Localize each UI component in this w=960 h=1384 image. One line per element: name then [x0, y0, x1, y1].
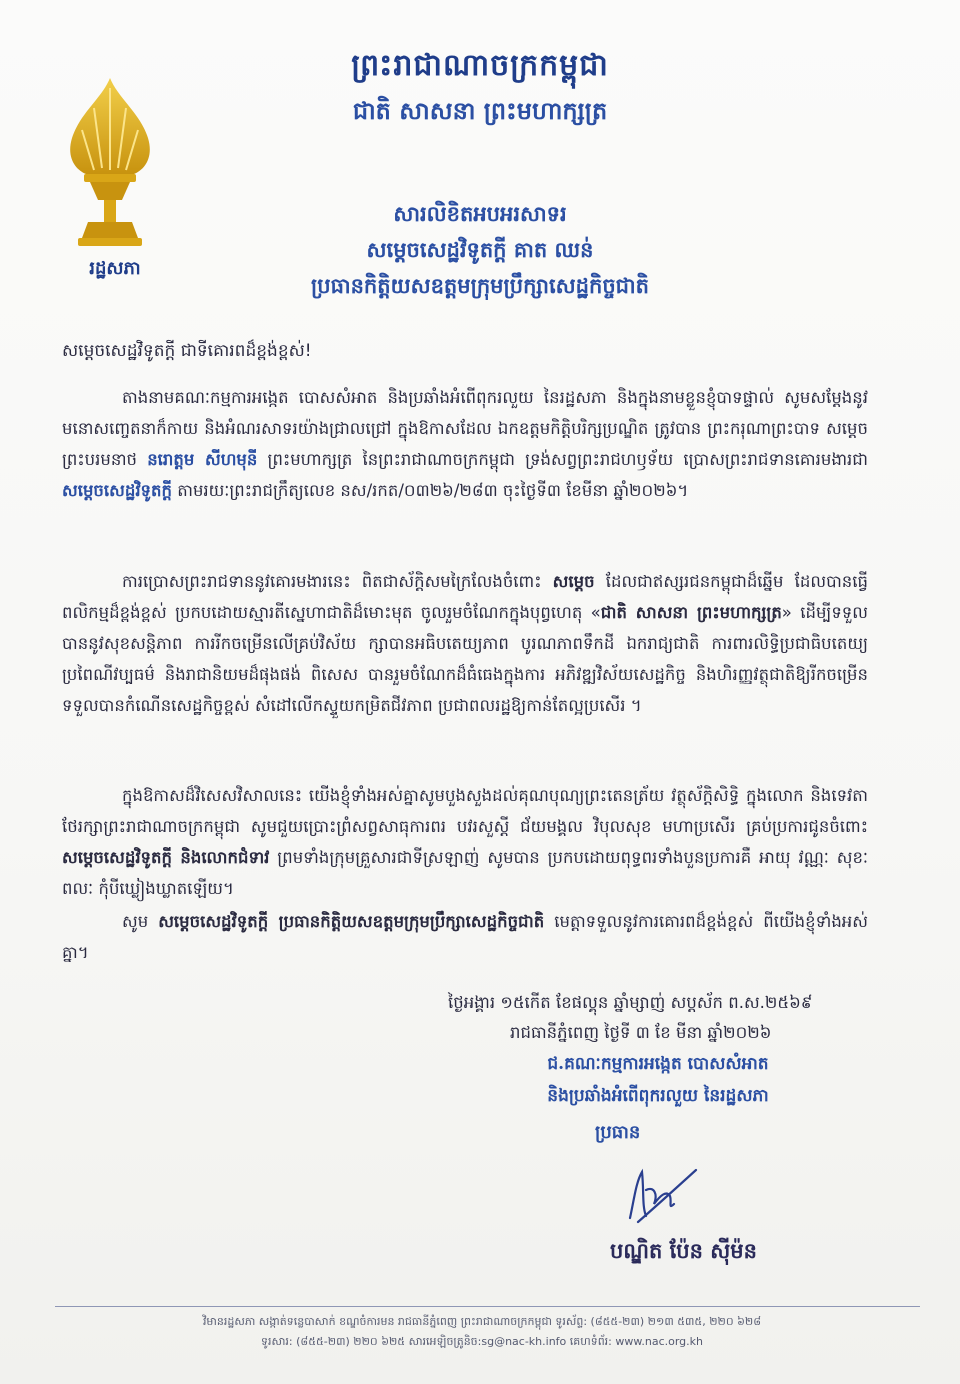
- paragraph-2: [62, 566, 868, 721]
- solar-date: រាជធានីភ្នំពេញ ថ្ងៃទី ៣ ខែ មីនា ឆ្នាំ២០២៦: [510, 1023, 772, 1042]
- footer: [62, 1312, 902, 1352]
- kingdom-heading: ព្រះរាជាណាចក្រកម្ពុជា: [351, 48, 609, 83]
- salutation: សម្ដេចសេដ្ឋវិទូតក្ដី ជាទីគោរពដ៏ខ្ពង់ខ្ពស់!: [62, 341, 312, 361]
- committee-line-2: និងប្រឆាំងអំពើពុករលួយ នៃរដ្ឋសភា: [547, 1086, 769, 1106]
- footer-contact: ទូរសារ: (៨៥៥-២៣) ២២០ ៦២៥ សារអេឡិចត្រូនិច:sg@nac-kh.info គេហទំព័រ: www.nac.org.kh: [260, 1335, 703, 1348]
- signatory-role: ប្រធាន: [595, 1122, 641, 1143]
- title-line-3: ប្រធានកិត្តិយសឧត្ដមក្រុមប្រឹក្សាសេដ្ឋកិច្ចជាតិ: [311, 273, 649, 298]
- emblem-label: រដ្ឋសភា: [89, 258, 141, 279]
- p3-text-a: ក្នុងឱកាសដ៏វិសេសវិសាលនេះ យើងខ្ញុំទាំងអស់គ្នាសូមបួងសួងដល់គុណបុណ្យព្រះតេនត្រ័យ វត្ថុស័ក្តិសិទ្ធិ ក្នុងលោក និងទេវតាថែរក្សាព្រះរាជាណាចក្រកម្ពុជា សូមជួយប្រោះព្រំសព្វសាធុការពរ បវរសួស្ដី ជ័យមង្គល វិបុលសុខ មហាប្រសើរ គ្រប់ប្រការជូនចំពោះ: [62, 786, 868, 836]
- footer-address: វិមានរដ្ឋសភា សង្កាត់ទន្លេបាសាក់ ខណ្ឌចំការមន រាជធានីភ្នំពេញ ព្រះរាជាណាចក្រកម្ពុជា ទូរស័ព្ទ: (៨៥៥-២៣) ២១៣ ៥៣៥, ២២០ ៦២៨: [202, 1315, 762, 1328]
- title-line-2: សម្ដេចសេដ្ឋវិទូតក្ដី គាត ឈន់: [366, 237, 594, 262]
- paragraph-1: [62, 382, 868, 506]
- committee-name: [448, 1048, 868, 1112]
- p1-text-a: តាងនាមគណៈកម្មការអង្កេត បោសសំអាត និងប្រឆាំងអំពើពុករលួយ នៃរដ្ឋសភា និងក្នុងនាមខ្លួនខ្ញុំបាទផ្ទាល់ សូមសម្ដែងនូវមនោសញ្ចេតនាក៏កាយ និងអំណរសាទរយ៉ាងជ្រាលជ្រៅ ក្នុងឱកាសដែល ឯកឧត្ដមកិត្តិបរិក្សប្រណ្ឌិត ត្រូវបាន ព្រះករុណាព្រះបាទ សម្ដេចព្រះបរមនាថ: [62, 388, 868, 469]
- footer-divider: [55, 1306, 920, 1307]
- title-line-1: សារលិខិតអបអរសាទរ: [393, 201, 567, 226]
- p1-text-c: ព្រះមហាក្សត្រ នៃព្រះរាជាណាចក្រកម្ពុជា ទ្រង់សព្វព្រះរាជហឫទ័យ ប្រោសព្រះរាជទានគោរមងារជា: [257, 450, 868, 469]
- p3-text-c: ព្រមទាំងក្រុមគ្រួសារជាទីស្រឡាញ់ សូមបាន ប្រកបដោយពុទ្ធពរទាំងបួនប្រការគឺ អាយុ វណ្ណៈ សុខៈ ពលៈ កុំបីឃ្លៀងឃ្លាតឡើយ។: [62, 848, 868, 898]
- p2-text-c: ដែលជាឥស្សរជនកម្ពុជាដ៏ឆ្នើម ដែលបានធ្វើពលិកម្មដ៏ខ្ពង់ខ្ពស់ ប្រកបដោយស្មារតីស្នេហាជាតិដ៏មោះមុត ចូលរួមចំណែកក្នុងបុព្វហេតុ «: [62, 572, 868, 622]
- p2-samdech: សម្ដេច: [552, 572, 595, 591]
- signatory-name: បណ្ឌិត ប៉ែន ស៊ីម៉ន: [610, 1238, 757, 1263]
- p3-recipients: សម្ដេចសេដ្ឋវិទូតក្ដី និងលោកជំទាវ: [62, 848, 270, 867]
- lunar-date: ថ្ងៃអង្គារ ១៥កើត ខែផល្គុន ឆ្នាំម្សាញ់ សប្តស័ក ព.ស.២៥៦៩: [448, 993, 813, 1012]
- p4-text-a: សូម: [122, 912, 159, 931]
- date-block: [448, 988, 868, 1048]
- p1-text-e: តាមរយៈព្រះរាជក្រឹត្យលេខ នស/រកត/០៣២៦/២៨៣ ចុះថ្ងៃទី៣ ខែមីនា ឆ្នាំ២០២៦។: [171, 481, 689, 500]
- p4-recipient: សម្ដេចសេដ្ឋវិទូតក្ដី ប្រធានកិត្តិយសឧត្ដមក្រុមប្រឹក្សាសេដ្ឋកិច្ចជាតិ: [158, 912, 545, 931]
- national-motto: ជាតិ សាសនា ព្រះមហាក្សត្រ: [352, 96, 608, 125]
- committee-line-1: ជ.គណៈកម្មការអង្កេត បោសសំអាត: [547, 1054, 769, 1074]
- signature-icon: [620, 1160, 700, 1230]
- paragraph-3: [62, 780, 868, 904]
- p1-king-name: នរោត្ដម សីហមុនី: [147, 450, 258, 469]
- p1-title-name: សម្ដេចសេដ្ឋវិទូតក្ដី: [62, 481, 172, 500]
- p2-text-e: » ដើម្បីទទួលបាននូវសុខសន្តិភាព ការរីកចម្រើនលើគ្រប់វិស័យ ក្សាបានអធិបតេយ្យភាព បូរណភាពទឹកដី ឯករាជ្យជាតិ ការពារលិទ្ធិប្រជាធិបតេយ្យ ប្រពៃណីវប្បធម៌ និងរាជានិយមដ៏ផុងផង់ ពិសេស បានរួមចំណែកដ៏ធំធេងក្នុងការ អភិវឌ្ឍវិស័យសេដ្ឋកិច្ច និងហិរញ្ញវត្ថុជាតិឱ្យរីកចម្រើនទទួលបានកំណើនសេដ្ឋកិច្ចខ្ពស់ សំដៅលើកស្ទួយកម្រិតជីវភាព ប្រជាពលរដ្ឋឱ្យកាន់តែល្អប្រសើរ ។: [62, 603, 868, 715]
- p2-text-a: ការប្រោសព្រះរាជទាននូវគោរមងារនេះ ពិតជាស័ក្តិសមក្រៃលែងចំពោះ: [122, 572, 553, 591]
- p2-motto: ជាតិ សាសនា ព្រះមហាក្សត្រ: [600, 603, 782, 622]
- p4-text-c: មេត្តាទទួលនូវការគោរពដ៏ខ្ពង់ខ្ពស់ ពីយើងខ្ញុំទាំងអស់គ្នា។: [62, 912, 868, 962]
- letter-title: [120, 196, 840, 304]
- paragraph-4: [62, 906, 868, 968]
